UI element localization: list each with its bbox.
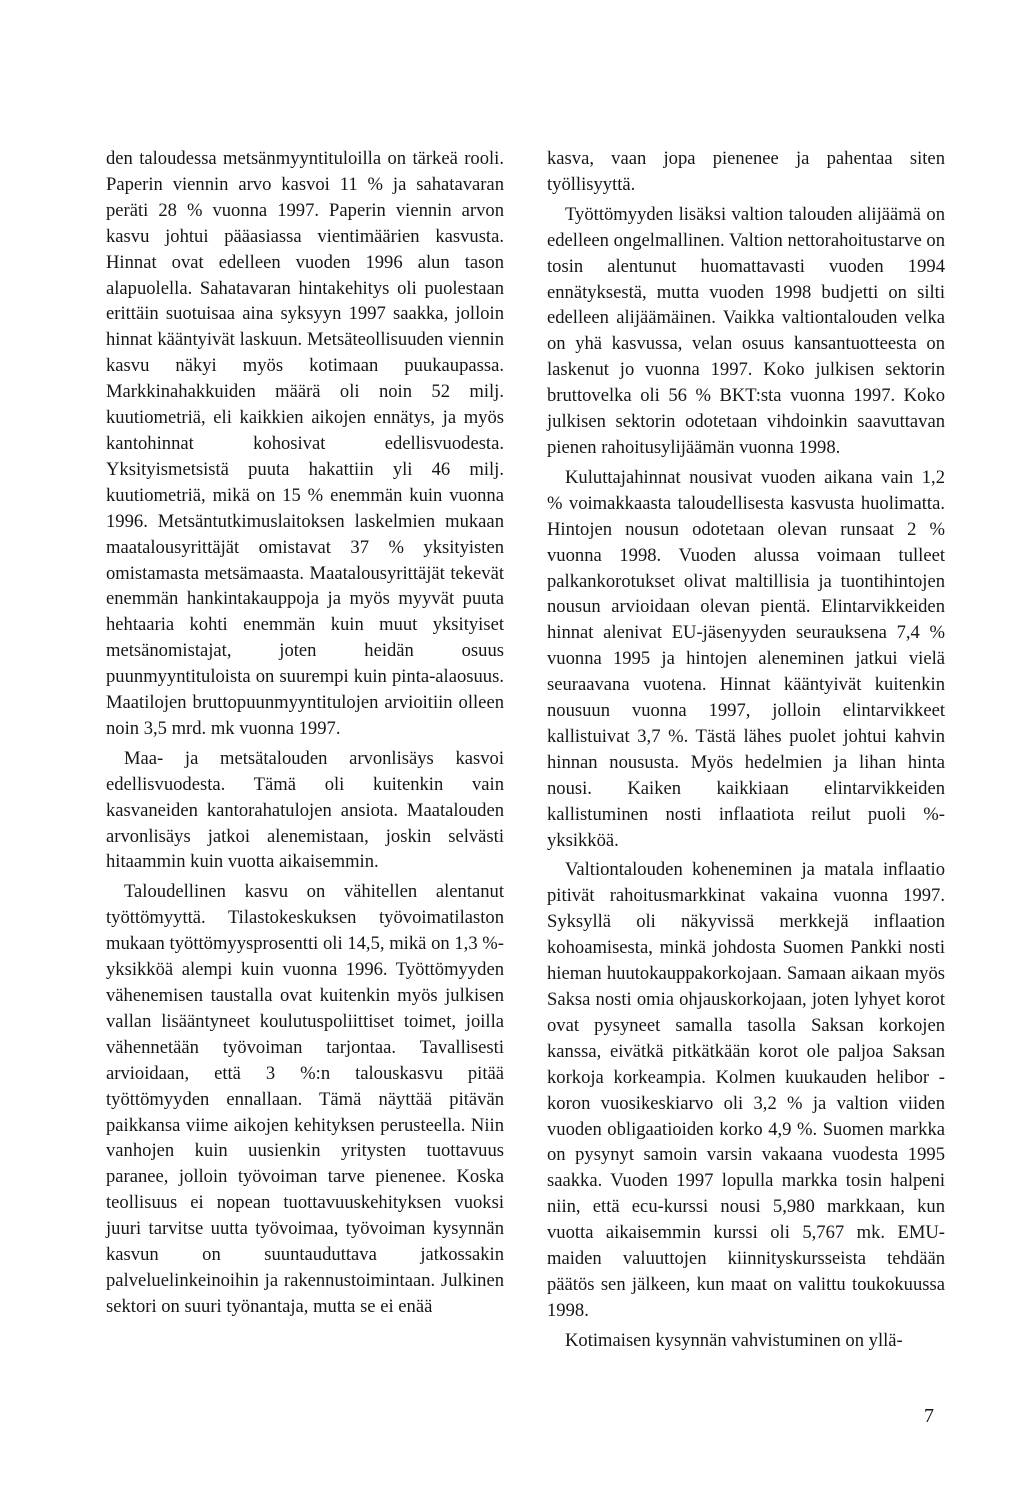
page-number: 7 bbox=[924, 1405, 934, 1427]
paragraph-forestry-income: den taloudessa metsänmyyntituloilla on tärkeä rooli. Paperin viennin arvo kasvoi 11 % ja sahatavaran peräti 28 % vuonna 1997. Paperin viennin arvon kasvu johtui pääasiassa vientimäärien kasvusta. Hinnat ovat edelleen vuoden 1996 alun tason alapuolella. Sahatavaran hintakehitys oli puolestaan erittäin suotuisaa aina syksyyn 1997 saakka, jolloin hinnat kääntyivät laskuun. Metsäteollisuuden viennin kasvu näkyi myös kotimaan puukaupassa. Markkinahakkuiden määrä oli noin 52 milj. kuutiometriä, eli kaikkien aikojen ennätys, ja myös kantohinnat kohosivat edellisvuodesta. Yksityismetsistä puuta hakattiin yli 46 milj. kuutiometriä, mikä on 15 % enemmän kuin vuonna 1996. Metsäntutkimuslaitoksen laskelmien mukaan maatalousyrittäjät omistavat 37 % yksityisten omistamasta metsämaasta. Maatalousyrittäjät tekevät enemmän hankintakauppoja ja myös myyvät puuta hehtaaria kohti enemmän kuin muut yksityiset metsänomistajat, joten heidän osuus puunmyyntituloista on suurempi kuin pinta-alaosuus. Maatilojen bruttopuunmyyntitulojen arvioitiin olleen noin 3,5 mrd. mk vuonna 1997. bbox=[106, 148, 504, 739]
paragraph-financial-markets: Valtiontalouden koheneminen ja matala inflaatio pitivät rahoitusmarkkinat vakaina vuonna 1997. Syksyllä oli näkyvissä merkkejä inflaation kohoamisesta, minkä johdosta Suomen Pankki nosti hieman huutokauppakorkojaan. Samaan aikaan myös Saksa nosti omia ohjauskorkojaan, joten lyhyet korot ovat pysyneet samalla tasolla Saksan korkojen kanssa, eivätkä pitkätkään korot ole paljoa Saksan korkoja korkeampia. Kolmen kuukauden helibor -koron vuosikeskiarvo oli 3,2 % ja valtion viiden vuoden obligaatioiden korko 4,9 %. Suomen markka on pysynyt samoin varsin vakaana vuodesta 1995 saakka. Vuoden 1997 lopulla markka tosin halpeni niin, että ecu-kurssi nousi 5,980 markkaan, kun vuotta aikaisemmin kurssi oli 5,767 mk. EMU-maiden valuuttojen kiinnityskursseista tehdään päätös sen jälkeen, kun maat on valittu toukokuussa 1998. bbox=[547, 859, 945, 1321]
paragraph-value-added: Maa- ja metsätalouden arvonlisäys kasvoi edellisvuodesta. Tämä oli kuitenkin vain kasvaneiden kantorahatulojen ansiota. Maatalouden arvonlisäys jatkoi alenemistaan, joskin selvästi hitaammin kuin vuotta aikaisemmin. bbox=[106, 747, 504, 873]
paragraph-domestic-demand: Kotimaisen kysynnän vahvistuminen on yllä- bbox=[565, 1329, 903, 1351]
paragraph-unemployment: Taloudellinen kasvu on vähitellen alentanut työttömyyttä. Tilastokeskuksen työvoimatilaston mukaan työttömyysprosentti oli 14,5, mikä on 1,3 %-yksikköä alempi kuin vuonna 1996. Työttömyyden vähenemisen taustalla ovat kuitenkin myös julkisen vallan lisääntyneet koulutuspoliittiset toimet, joilla vähennetään työvoiman tarjontaa. Tavallisesti arvioidaan, että 3 %:n talouskasvu pitää työttömyyden ennallaan. Tämä näyttää pitävän paikkansa viime aikojen kehityksen perusteella. Niin vanhojen kuin uusienkin yritysten tuottavuus paranee, jolloin työvoiman tarve pienenee. Koska teollisuus ei nopean tuottavuuskehityksen vuoksi juuri tarvitse uutta työvoimaa, työvoiman kysynnän kasvun on suuntauduttava jatkossakin palveluelinkeinoihin ja rakennustoimintaan. Julkinen sektori on suuri työnantaja, mutta se ei enää bbox=[106, 881, 504, 1317]
left-column bbox=[106, 146, 504, 1324]
right-column bbox=[547, 146, 945, 1358]
paragraph-state-deficit: Työttömyyden lisäksi valtion talouden alijäämä on edelleen ongelmallinen. Valtion nettorahoitustarve on tosin alentunut huomattavasti vuoden 1994 ennätyksestä, mutta vuoden 1998 budjetti on silti edelleen alijäämäinen. Vaikka valtiontalouden velka on yhä kasvussa, velan osuus kansantuotteesta on laskenut jo vuonna 1997. Koko julkisen sektorin bruttovelka oli 56 % BKT:sta vuonna 1997. Koko julkisen sektorin odotetaan vihdoinkin saavuttavan pienen rahoitusylijäämän vuonna 1998. bbox=[547, 203, 945, 458]
paragraph-employment-continued: kasva, vaan jopa pienenee ja pahentaa siten työllisyyttä. bbox=[547, 148, 945, 195]
paragraph-consumer-prices: Kuluttajahinnat nousivat vuoden aikana vain 1,2 % voimakkaasta taloudellisesta kasvusta huolimatta. Hintojen nousun odotetaan olevan runsaat 2 % vuonna 1998. Vuoden alussa voimaan tulleet palkankorotukset olivat maltillisia ja tuontihintojen nousun arvioidaan olevan pientä. Elintarvikkeiden hinnat alenivat EU-jäsenyyden seurauksena 7,4 % vuonna 1995 ja hintojen aleneminen jatkui vielä seuraavana vuotena. Hinnat kääntyivät kuitenkin nousuun vuonna 1997, jolloin elintarvikkeet kallistuivat 3,7 %. Tästä lähes puolet johtui kahvin hinnan noususta. Myös hedelmien ja lihan hinta nousi. Kaiken kaikkiaan elintarvikkeiden kallistuminen nosti inflaatiota reilut puoli %-yksikköä. bbox=[547, 466, 945, 851]
